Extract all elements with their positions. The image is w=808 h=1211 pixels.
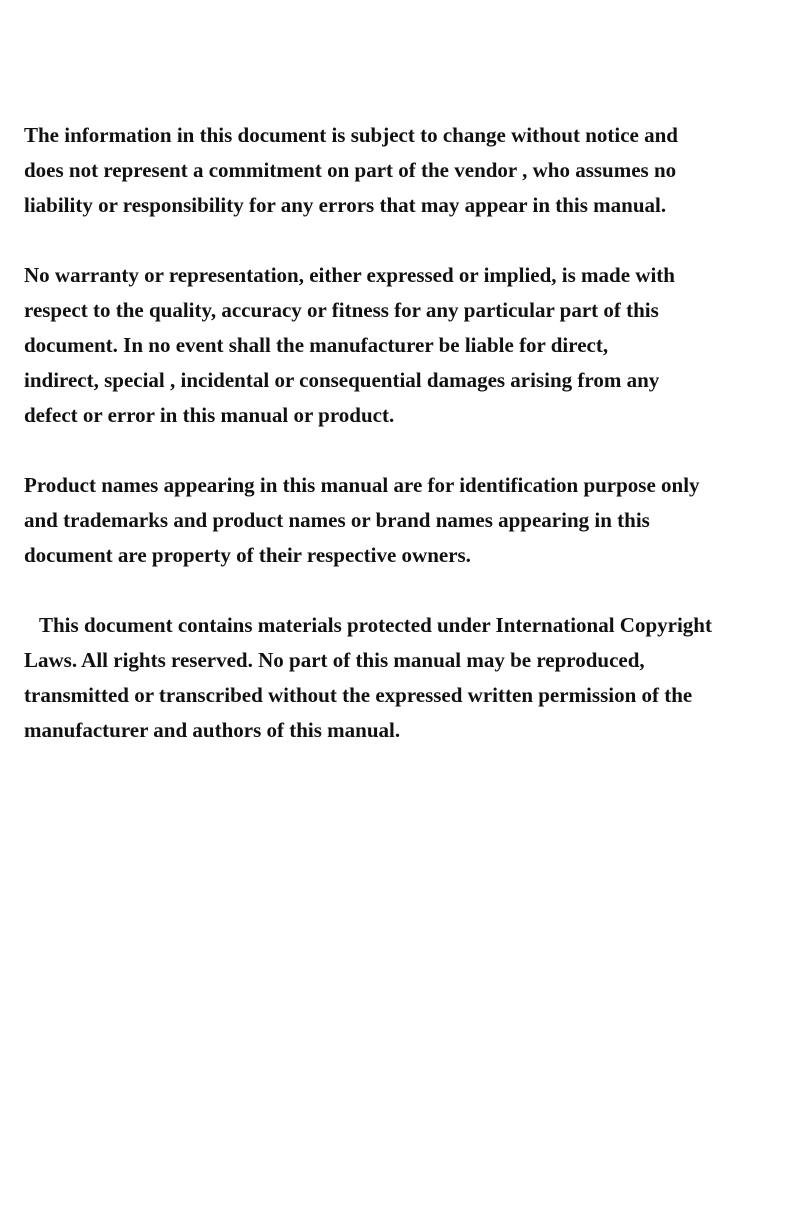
text-line: and trademarks and product names or brand names appearing in this: [24, 508, 650, 532]
text-line: This document contains materials protected under International Copyright: [39, 613, 712, 637]
text-line: document are property of their respective owners.: [24, 543, 471, 567]
text-line: Laws. All rights reserved. No part of this manual may be reproduced,: [24, 648, 645, 672]
paragraph-copyright: [24, 608, 800, 748]
text-line: transmitted or transcribed without the expressed written permission of the: [24, 683, 693, 707]
text-line: respect to the quality, accuracy or fitness for any particular part of this: [24, 298, 659, 322]
text-line: manufacturer and authors of this manual.: [24, 718, 401, 742]
text-line: The information in this document is subject to change without notice and: [24, 123, 678, 147]
text-line: does not represent a commitment on part of the vendor , who assumes no: [24, 158, 677, 182]
paragraph-warranty-disclaimer: [24, 258, 800, 433]
text-line: liability or responsibility for any errors that may appear in this manual.: [24, 193, 667, 217]
text-line: Product names appearing in this manual are for identification purpose only: [24, 473, 700, 497]
text-line: document. In no event shall the manufacturer be liable for direct,: [24, 333, 609, 357]
text-line: defect or error in this manual or product.: [24, 403, 395, 427]
legal-notice: [24, 118, 800, 783]
text-line: indirect, special , incidental or consequential damages arising from any: [24, 368, 660, 392]
text-line: No warranty or representation, either expressed or implied, is made with: [24, 263, 675, 287]
paragraph-change-notice: [24, 118, 800, 223]
paragraph-trademarks: [24, 468, 800, 573]
